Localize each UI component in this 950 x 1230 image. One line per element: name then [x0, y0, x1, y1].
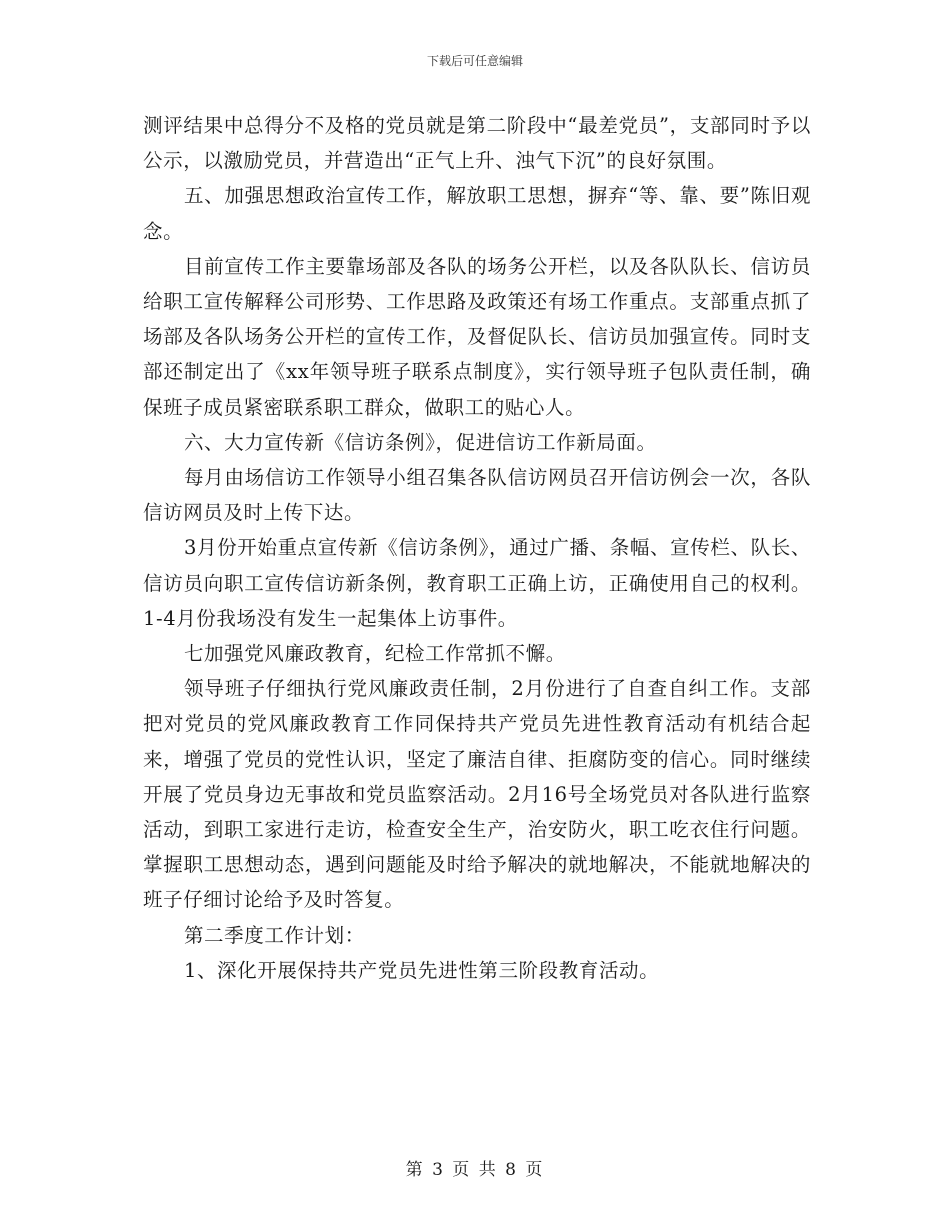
paragraph-7: 七加强党风廉政教育，纪检工作常抓不懈。 [183, 642, 566, 666]
page-header: 下载后可任意编辑 [426, 54, 523, 68]
paragraph-8: 领导班子仔细执行党风廉政责任制，2月份进行了自查自纠工作。支部把对党员的党风廉政教育工作同保持共产党员先进性教育活动有机结合起来，增强了党员的党性认识，坚定了廉洁自律、拒腐防变的信心。同时继续开展了党员身边无事故和党员监察活动。2月16号全场党员对各队进行监察活动，到职工家进行走访，检查安全生产，治安防火，职工吃衣住行问题。掌握职工思想动态，遇到问题能及时给予解决的就地解决，不能就地解决的班子仔细讨论给予及时答复。 [143, 677, 811, 912]
paragraph-5: 每月由场信访工作领导小组召集各队信访网员召开信访例会一次，各队信访网员及时上传下达。 [143, 466, 811, 525]
paragraph-4: 六、大力宣传新《信访条例》，促进信访工作新局面。 [183, 430, 657, 454]
paragraph-1: 测评结果中总得分不及格的党员就是第二阶段中“最差党员”，支部同时予以公示，以激励党员，并营造出“正气上升、浊气下沉”的良好氛围。 [143, 114, 811, 173]
paragraph-10: 1、深化开展保持共产党员先进性第三阶段教育活动。 [183, 958, 660, 982]
document-body [143, 108, 811, 988]
paragraph-6: 3月份开始重点宣传新《信访条例》，通过广播、条幅、宣传栏、队长、信访员向职工宣传信访新条例，教育职工正确上访，正确使用自己的权利。1-4月份我场没有发生一起集体上访事件。 [143, 536, 811, 630]
paragraph-9: 第二季度工作计划： [183, 923, 365, 947]
paragraph-2: 五、加强思想政治宣传工作，解放职工思想，摒弃“等、靠、要”陈旧观念。 [143, 184, 811, 243]
page-number-footer: 第 3 页 共 8 页 [405, 1160, 545, 1180]
paragraph-3: 目前宣传工作主要靠场部及各队的场务公开栏，以及各队队长、信访员给职工宣传解释公司形势、工作思路及政策还有场工作重点。支部重点抓了场部及各队场务公开栏的宣传工作，及督促队长、信访员加强宣传。同时支部还制定出了《xx年领导班子联系点制度》，实行领导班子包队责任制，确保班子成员紧密联系职工群众，做职工的贴心人。 [143, 254, 811, 419]
